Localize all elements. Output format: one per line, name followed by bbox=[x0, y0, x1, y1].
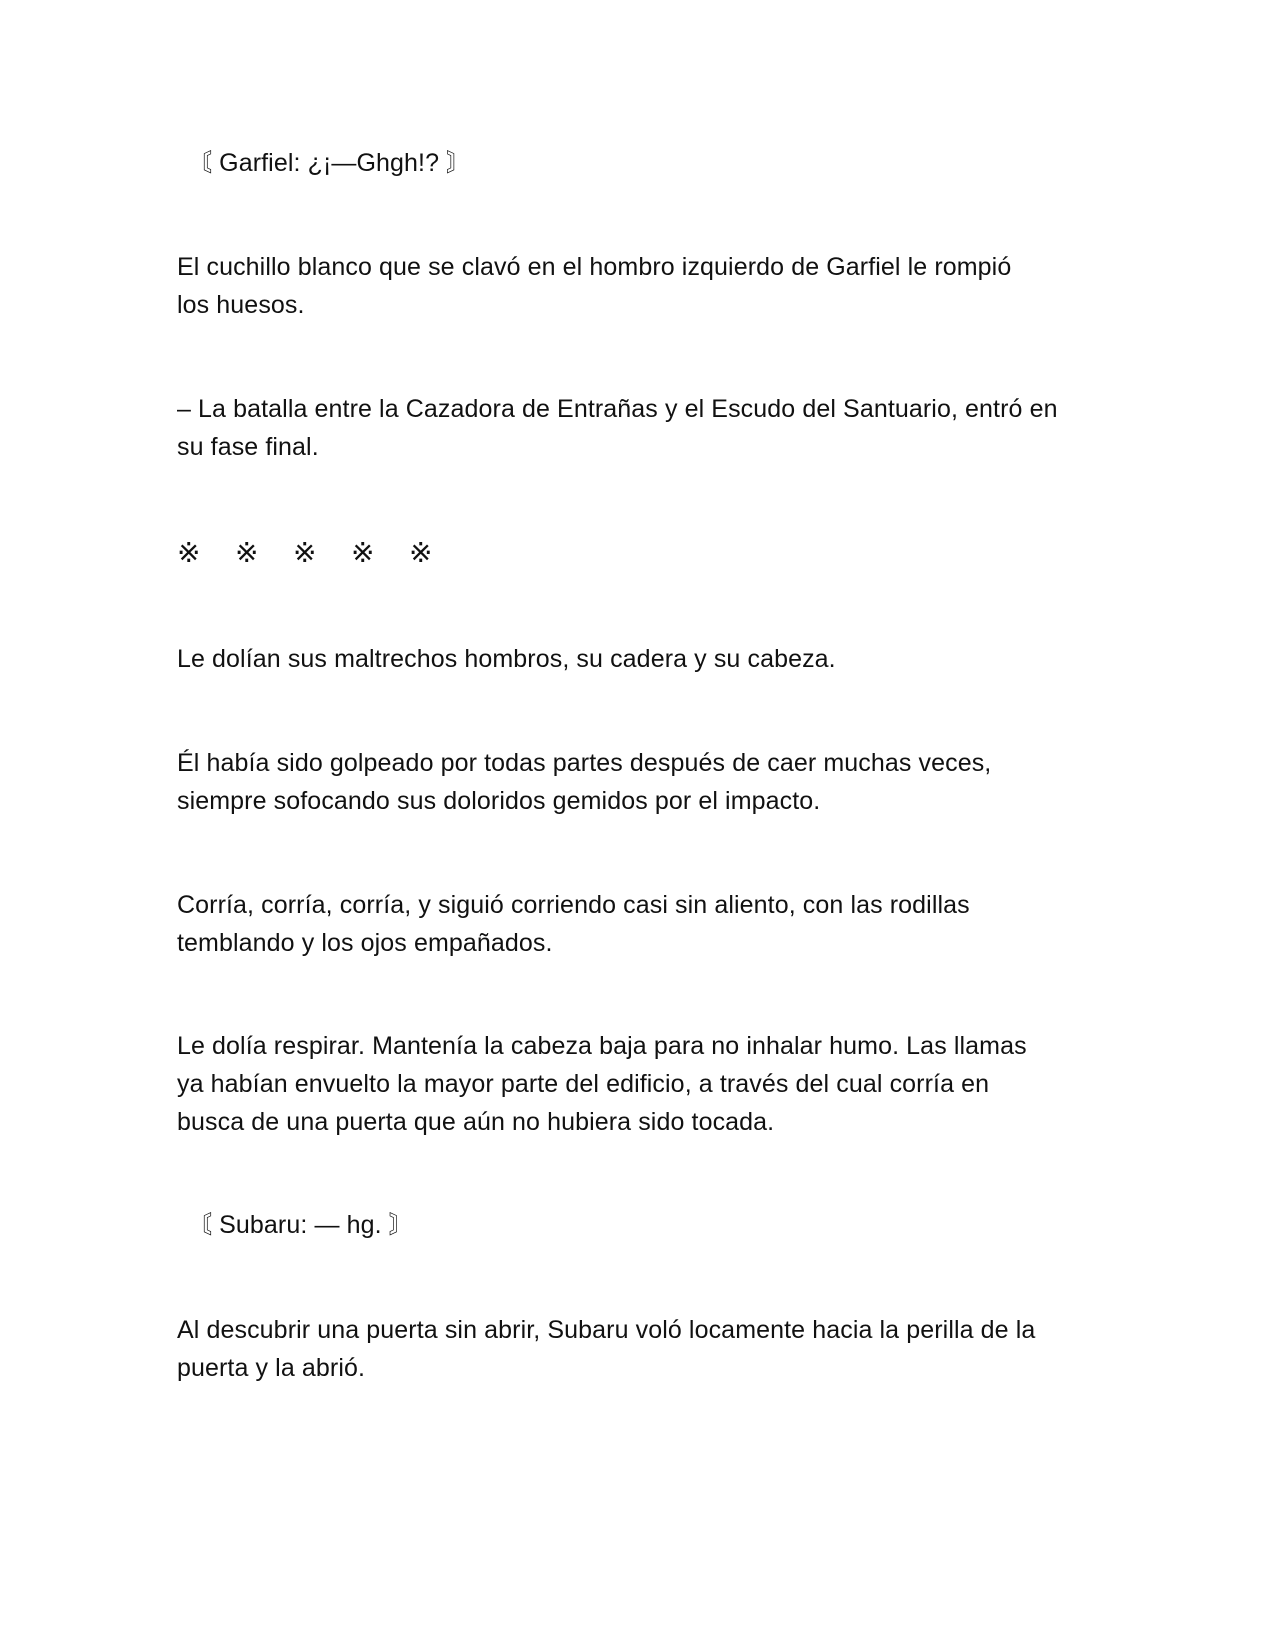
separator-mark: ※ bbox=[409, 537, 433, 568]
text-line: – La batalla entre la Cazadora de Entrañas y el Escudo del Santuario, entró en bbox=[177, 395, 1058, 423]
paragraph-door bbox=[177, 1311, 1107, 1387]
paragraph-battle bbox=[177, 390, 1107, 466]
dialogue-garfiel bbox=[187, 144, 1117, 182]
paragraph-beaten bbox=[177, 744, 1107, 820]
paragraph-knife bbox=[177, 248, 1107, 324]
text-line: busca de una puerta que aún no hubiera sido tocada. bbox=[177, 1108, 775, 1136]
separator-mark: ※ bbox=[235, 537, 259, 568]
text-line: ya habían envuelto la mayor parte del edificio, a través del cual corría en bbox=[177, 1070, 990, 1098]
separator-mark: ※ bbox=[351, 537, 375, 568]
paragraph-breathing bbox=[177, 1027, 1107, 1141]
text-line: temblando y los ojos empañados. bbox=[177, 929, 553, 957]
text-line: 〘 Garfiel: ¿¡—Ghgh!? 〙 bbox=[187, 149, 472, 177]
paragraph-pain bbox=[177, 640, 1107, 678]
scene-separator bbox=[177, 534, 467, 572]
text-line: 〘 Subaru: — hg. 〙 bbox=[187, 1211, 414, 1239]
text-line: Corría, corría, corría, y siguió corriendo casi sin aliento, con las rodillas bbox=[177, 891, 970, 919]
text-line: Le dolía respirar. Mantenía la cabeza baja para no inhalar humo. Las llamas bbox=[177, 1032, 1027, 1060]
text-line: Le dolían sus maltrechos hombros, su cadera y su cabeza. bbox=[177, 645, 836, 673]
text-line: Él había sido golpeado por todas partes después de caer muchas veces, bbox=[177, 749, 992, 777]
paragraph-running bbox=[177, 886, 1107, 962]
text-line: los huesos. bbox=[177, 291, 305, 319]
dialogue-subaru bbox=[187, 1206, 1117, 1244]
text-line: Al descubrir una puerta sin abrir, Subaru voló locamente hacia la perilla de la bbox=[177, 1316, 1036, 1344]
separator-mark: ※ bbox=[293, 537, 317, 568]
separator-mark: ※ bbox=[177, 537, 201, 568]
text-line: El cuchillo blanco que se clavó en el hombro izquierdo de Garfiel le rompió bbox=[177, 253, 1012, 281]
text-line: puerta y la abrió. bbox=[177, 1354, 366, 1382]
text-line: su fase final. bbox=[177, 433, 319, 461]
text-line: siempre sofocando sus doloridos gemidos por el impacto. bbox=[177, 787, 821, 815]
